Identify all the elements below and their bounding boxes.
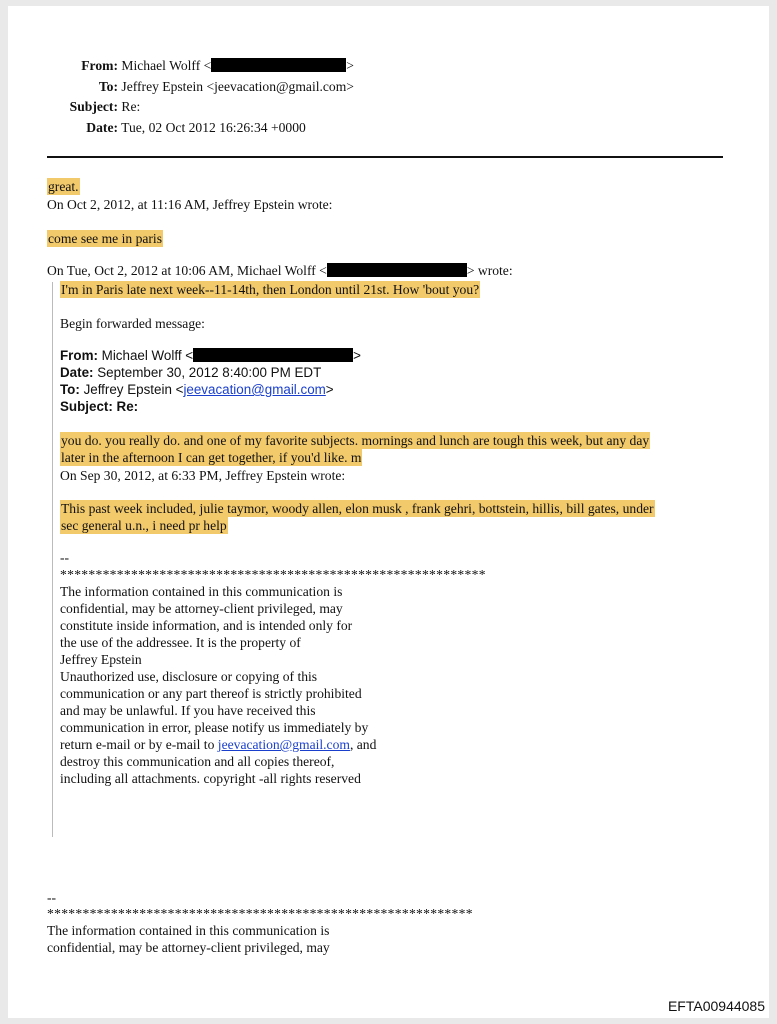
fwd-to: To: Jeffrey Epstein <jeevacation@gmail.com> <box>60 382 334 397</box>
redaction <box>211 58 346 72</box>
redaction <box>327 263 467 277</box>
footer-disclaimer: The information contained in this communication is confidential, may be attorney-client privileged, may <box>47 923 330 955</box>
reply-you-do: you do. you really do. and one of my favorite subjects. mornings and lunch are tough this week, but any day <box>61 433 650 448</box>
fwd-date: Date: September 30, 2012 8:40:00 PM EDT <box>60 365 322 380</box>
forwarded-label: Begin forwarded message: <box>60 316 205 331</box>
header-from: From: Michael Wolff < > <box>81 58 354 73</box>
bates-number: EFTA00944085 <box>667 998 765 1014</box>
sig-stars: ************************************************************ <box>60 567 486 582</box>
disclaimer: The information contained in this communication is confidential, may be attorney-client privileged, may constitute inside information, and is intended only for the use of the addressee. It is the property of Jeffrey Epstein Unauthorized use, disclosure or copying of this communication or any part thereof is strictly prohibited and may be unlawful. If you have received this communication in error, please notify us immediately by return e-mail or by e-mail to jeevacation@gmail.com, and destroy this communication and all copies thereof, including all attachments. copyright -all rights reserved <box>60 584 377 786</box>
header-divider <box>47 156 723 158</box>
header-subject: Subject: Re: <box>69 99 141 114</box>
email-link[interactable]: jeevacation@gmail.com <box>217 737 350 752</box>
header-date: Date: Tue, 02 Oct 2012 16:26:34 +0000 <box>86 120 306 135</box>
reply-you-do-2: later in the afternoon I can get together, if you'd like. m <box>61 450 362 465</box>
reply-schedule: I'm in Paris late next week--11-14th, then London until 21st. How 'bout you? <box>61 282 480 297</box>
redaction <box>193 348 353 362</box>
reply-past-week-2: sec general u.n., i need pr help <box>61 518 227 533</box>
fwd-subject: Subject: Re: <box>60 399 139 414</box>
sig-dash: -- <box>60 550 70 565</box>
fwd-from: From: Michael Wolff < > <box>60 348 361 363</box>
attribution: On Oct 2, 2012, at 11:16 AM, Jeffrey Epstein wrote: <box>47 197 333 212</box>
sig-stars: ************************************************************ <box>47 906 473 921</box>
sig-dash: -- <box>47 890 57 905</box>
header-to: To: Jeffrey Epstein <jeevacation@gmail.com> <box>98 79 354 94</box>
reply-paris: come see me in paris <box>48 231 162 246</box>
attribution: On Tue, Oct 2, 2012 at 10:06 AM, Michael Wolff < > wrote: <box>47 263 513 278</box>
quote-bar <box>52 282 53 837</box>
email-link[interactable]: jeevacation@gmail.com <box>183 382 326 397</box>
reply-great: great. <box>48 179 79 194</box>
attribution: On Sep 30, 2012, at 6:33 PM, Jeffrey Epstein wrote: <box>60 468 346 483</box>
reply-past-week: This past week included, julie taymor, woody allen, elon musk , frank gehri, bottstein, hillis, bill gates, under <box>61 501 654 516</box>
